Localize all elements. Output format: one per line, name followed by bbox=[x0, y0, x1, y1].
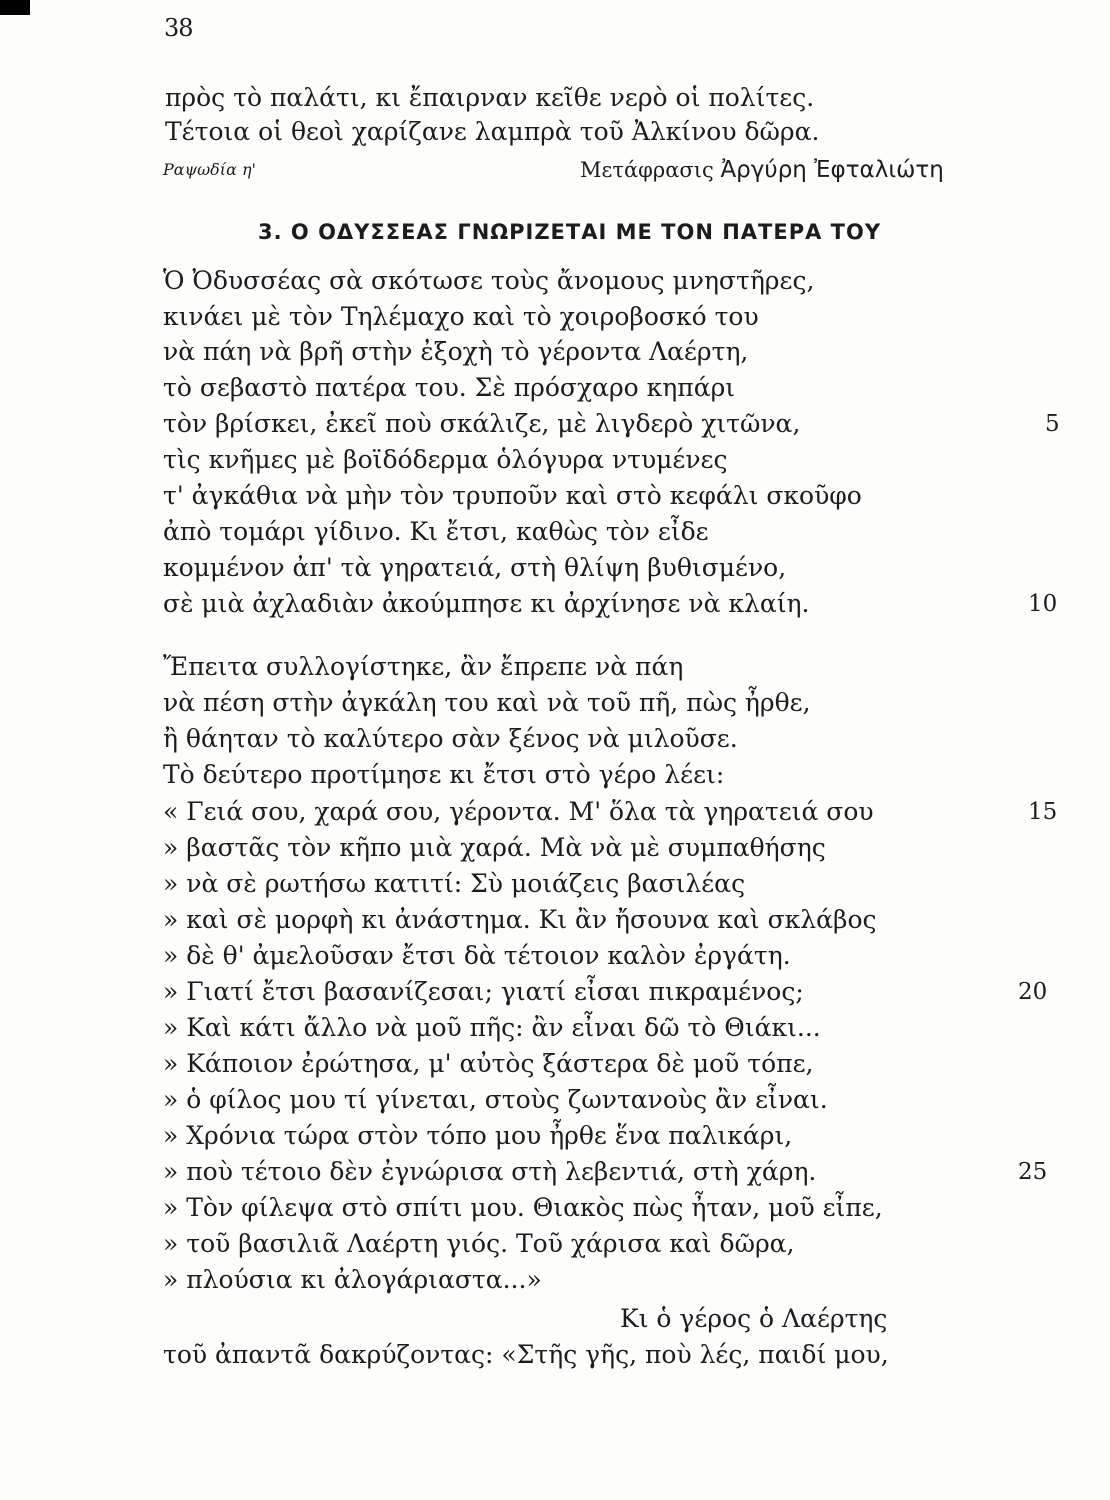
poem-line: Κι ὁ γέρος ὁ Λαέρτης bbox=[620, 1304, 888, 1333]
poem-line: τ' ἀγκάθια νὰ μὴν τὸν τρυποῦν καὶ στὸ κεφάλι σκοῦφο bbox=[163, 481, 862, 510]
poem-line: » δὲ θ' ἀμελοῦσαν ἔτσι δὰ τέτοιον καλὸν ἐργάτη. bbox=[163, 941, 791, 970]
line-number: 20 bbox=[1018, 979, 1048, 1005]
translation-label: Μετάφρασις bbox=[580, 158, 714, 182]
scan-edge-mark bbox=[0, 0, 30, 15]
line-number: 15 bbox=[1028, 799, 1058, 825]
page-number: 38 bbox=[164, 14, 193, 42]
poem-line: κομμένον ἀπ' τὰ γηρατειά, στὴ θλίψη βυθισμένο, bbox=[163, 553, 787, 582]
poem-line: νὰ πέση στὴν ἀγκάλη του καὶ νὰ τοῦ πῆ, πὼς ἦρθε, bbox=[163, 688, 811, 717]
line-number: 5 bbox=[1045, 411, 1060, 437]
poem-line: » Γιατί ἔτσι βασανίζεσαι; γιατί εἶσαι πικραμένος; bbox=[163, 977, 804, 1006]
poem-line: σὲ μιὰ ἀχλαδιὰν ἀκούμπησε κι ἀρχίνησε νὰ κλαίη. bbox=[163, 589, 810, 618]
poem-line: » βαστᾶς τὸν κῆπο μιὰ χαρά. Μὰ νὰ μὲ συμπαθήσης bbox=[163, 833, 826, 862]
line-number: 25 bbox=[1018, 1159, 1048, 1185]
poem-line: » νὰ σὲ ρωτήσω κατιτί: Σὺ μοιάζεις βασιλέας bbox=[163, 869, 746, 898]
poem-line: κινάει μὲ τὸν Τηλέμαχο καὶ τὸ χοιροβοσκό του bbox=[163, 302, 759, 331]
section-heading: 3. Ο ΟΔΥΣΣΕΑΣ ΓΝΩΡΙΖΕΤΑΙ ΜΕ ΤΟΝ ΠΑΤΕΡΑ ΤΟΥ bbox=[258, 220, 882, 244]
poem-line: » πλούσια κι ἀλογάριαστα...» bbox=[163, 1265, 542, 1294]
poem-line: τὸ σεβαστὸ πατέρα του. Σὲ πρόσχαρο κηπάρι bbox=[163, 373, 736, 402]
poem-line: « Γειά σου, χαρά σου, γέροντα. Μ' ὅλα τὰ γηρατειά σου bbox=[163, 797, 874, 826]
intro-line: πρὸς τὸ παλάτι, κι ἔπαιρναν κεῖθε νερὸ οἱ πολίτες. bbox=[165, 83, 815, 112]
poem-line: » τοῦ βασιλιᾶ Λαέρτη γιός. Τοῦ χάρισα καὶ δῶρα, bbox=[163, 1229, 795, 1258]
intro-line: Τέτοια οἱ θεοὶ χαρίζανε λαμπρὰ τοῦ Ἀλκίνου δῶρα. bbox=[165, 117, 820, 146]
poem-line: τοῦ ἀπαντᾶ δακρύζοντας: «Στῆς γῆς, ποὺ λές, παιδί μου, bbox=[163, 1340, 889, 1369]
poem-line: Ἔπειτα συλλογίστηκε, ἂν ἔπρεπε νὰ πάη bbox=[163, 652, 684, 681]
poem-line: ἢ θάηταν τὸ καλύτερο σὰν ξένος νὰ μιλοῦσε. bbox=[163, 724, 738, 753]
rhapsody-reference: Ραψωδία η' bbox=[163, 160, 256, 179]
line-number: 10 bbox=[1028, 591, 1058, 617]
poem-line: » Τὸν φίλεψα στὸ σπίτι μου. Θιακὸς πὼς ἦταν, μοῦ εἶπε, bbox=[163, 1193, 883, 1222]
poem-line: » καὶ σὲ μορφὴ κι ἀνάστημα. Κι ἂν ἤσουνα καὶ σκλάβος bbox=[163, 905, 877, 934]
poem-line: » Κάποιον ἐρώτησα, μ' αὐτὸς ξάστερα δὲ μοῦ τόπε, bbox=[163, 1049, 814, 1078]
poem-line: ἀπὸ τομάρι γίδινο. Κι ἔτσι, καθὼς τὸν εἶδε bbox=[163, 517, 709, 546]
poem-line: » Χρόνια τώρα στὸν τόπο μου ἦρθε ἕνα παλικάρι, bbox=[163, 1121, 793, 1150]
translation-credit bbox=[580, 157, 944, 183]
poem-line: » ποὺ τέτοιο δὲν ἐγνώρισα στὴ λεβεντιά, στὴ χάρη. bbox=[163, 1157, 817, 1186]
poem-line: » ὁ φίλος μου τί γίνεται, στοὺς ζωντανοὺς ἂν εἶναι. bbox=[163, 1085, 828, 1114]
poem-line: Τὸ δεύτερο προτίμησε κι ἔτσι στὸ γέρο λέει: bbox=[163, 760, 725, 789]
poem-line: Ὁ Ὀδυσσέας σὰ σκότωσε τοὺς ἄνομους μνηστῆρες, bbox=[163, 266, 815, 295]
poem-line: τὸν βρίσκει, ἐκεῖ ποὺ σκάλιζε, μὲ λιγδερὸ χιτῶνα, bbox=[163, 409, 801, 438]
poem-line: τὶς κνῆμες μὲ βοϊδόδερμα ὁλόγυρα ντυμένες bbox=[163, 445, 728, 474]
poem-line: νὰ πάη νὰ βρῆ στὴν ἐξοχὴ τὸ γέροντα Λαέρτη, bbox=[163, 337, 749, 366]
translator-name: Ἀργύρη Ἐφταλιώτη bbox=[720, 157, 944, 183]
poem-line: » Καὶ κάτι ἄλλο νὰ μοῦ πῆς: ἂν εἶναι δῶ τὸ Θιάκι... bbox=[163, 1013, 821, 1042]
